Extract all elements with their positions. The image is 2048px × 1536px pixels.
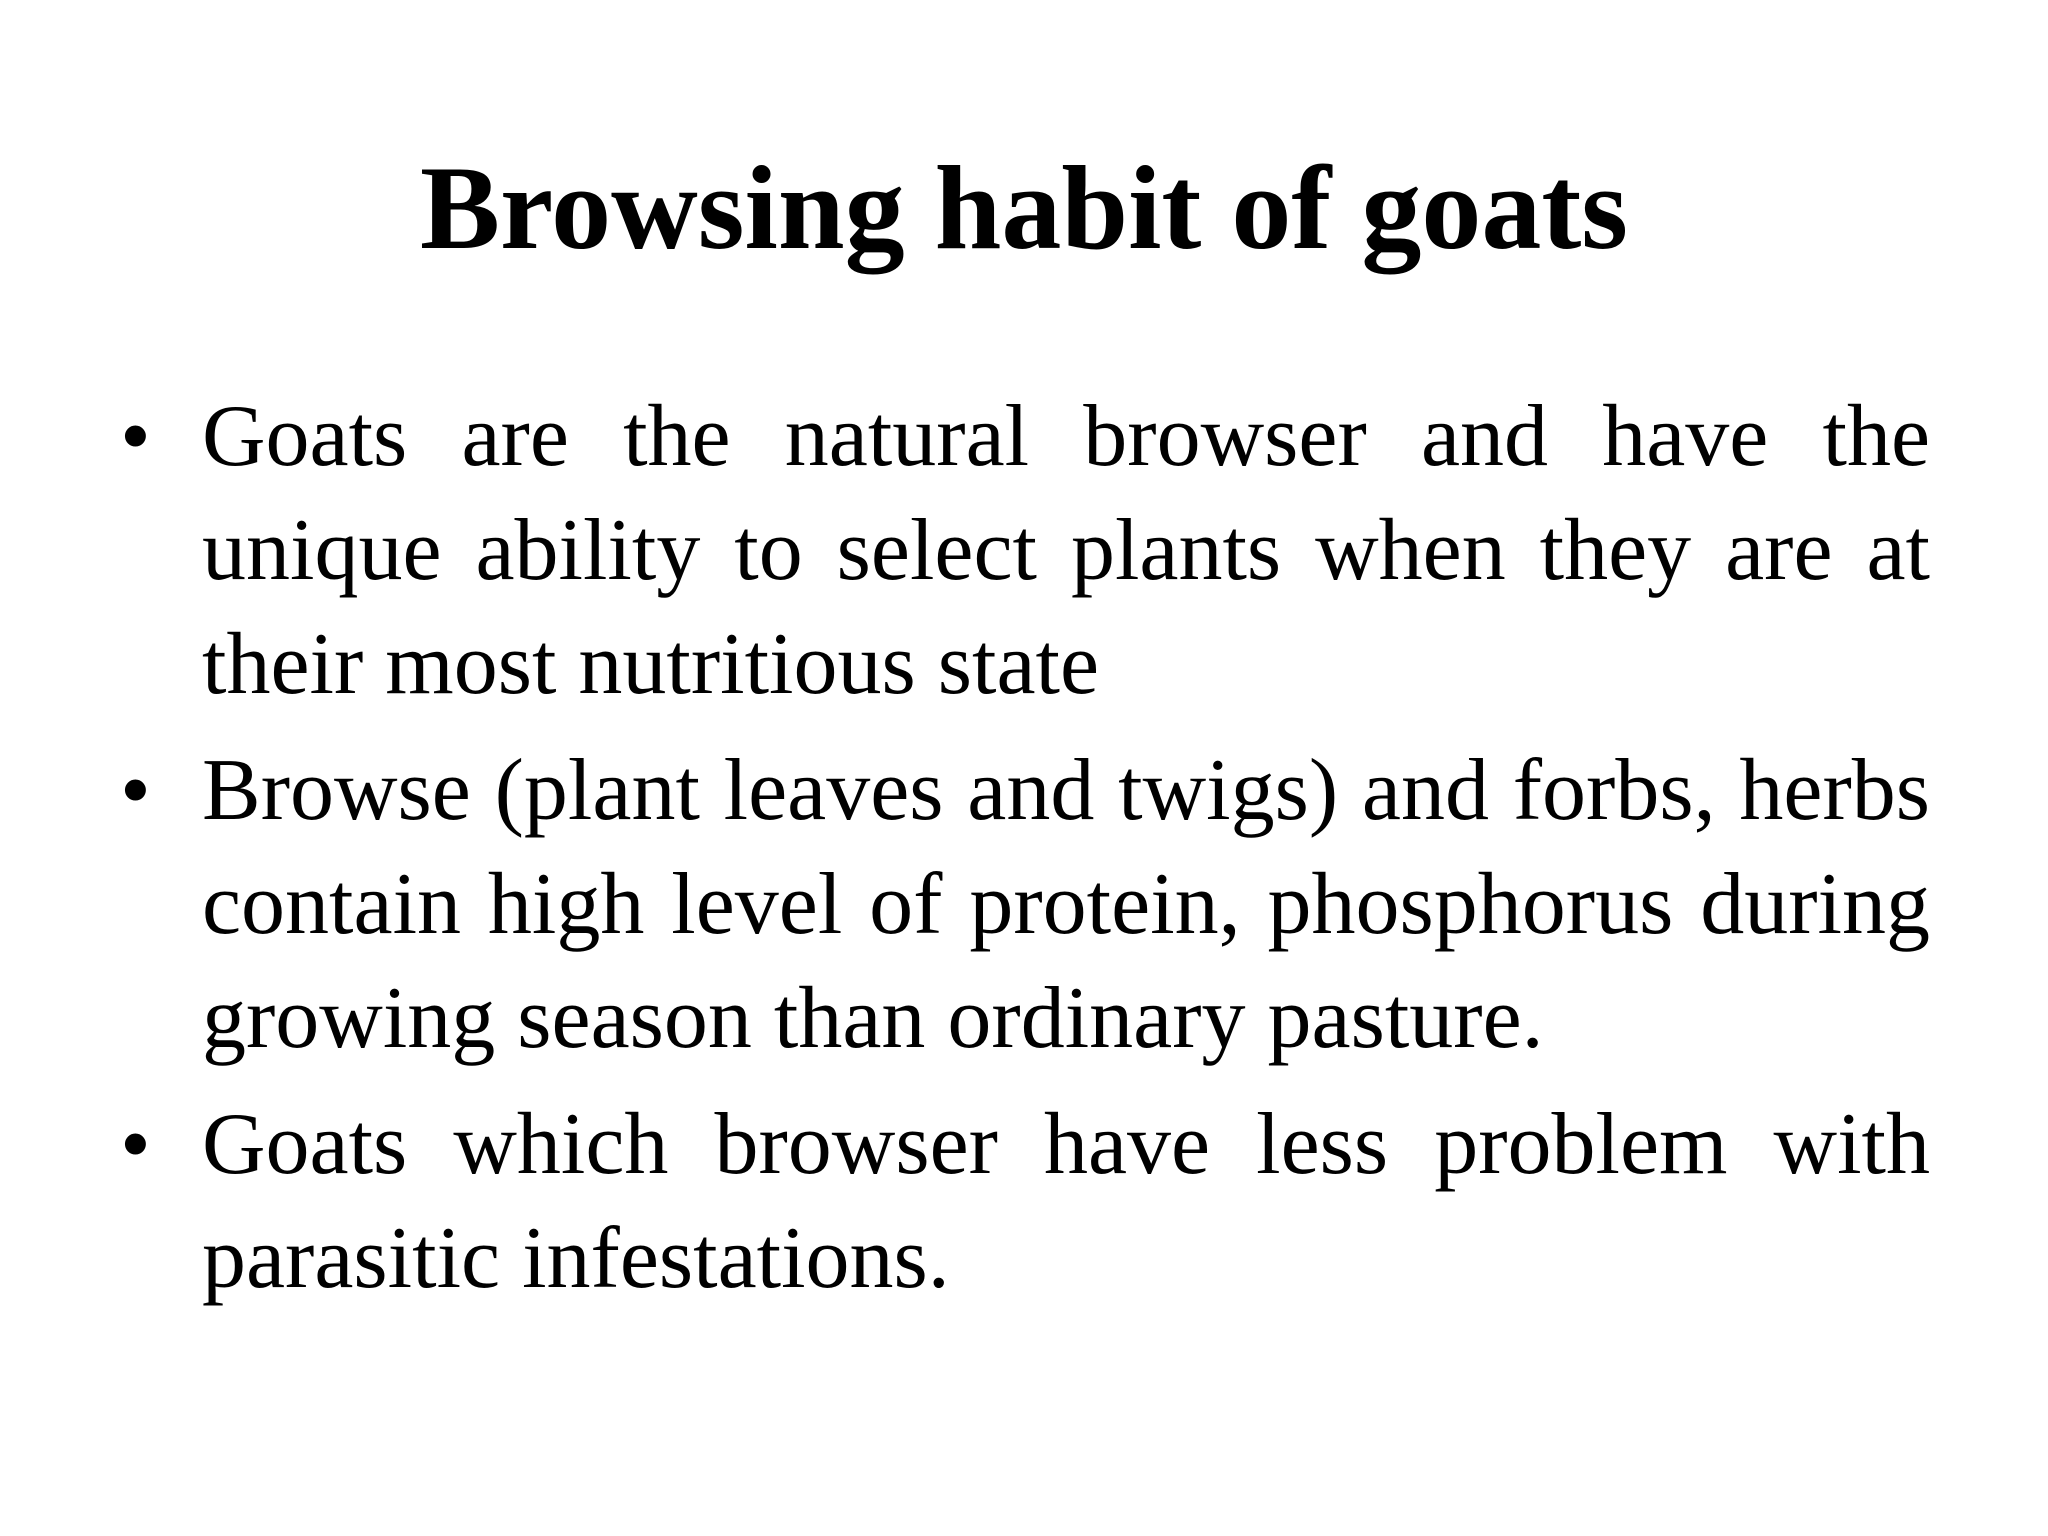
bullet-text: Goats which browser have less problem with parasitic infestations. [202, 1096, 1930, 1307]
bullet-icon: • [120, 388, 151, 485]
bullet-text: Browse (plant leaves and twigs) and forbs, herbs contain high level of protein, phosphorus during growing season than ordinary pasture. [202, 742, 1930, 1067]
bullet-item [120, 734, 1930, 1076]
bullet-text: Goats are the natural browser and have the unique ability to select plants when they are at their most nutritious state [202, 388, 1930, 713]
bullet-icon: • [120, 1096, 151, 1193]
bullet-item [120, 380, 1930, 722]
bullet-item [120, 1088, 1930, 1316]
bullet-list [120, 380, 1930, 1328]
bullet-icon: • [120, 742, 151, 839]
slide-title: Browsing habit of goats [420, 141, 1628, 274]
